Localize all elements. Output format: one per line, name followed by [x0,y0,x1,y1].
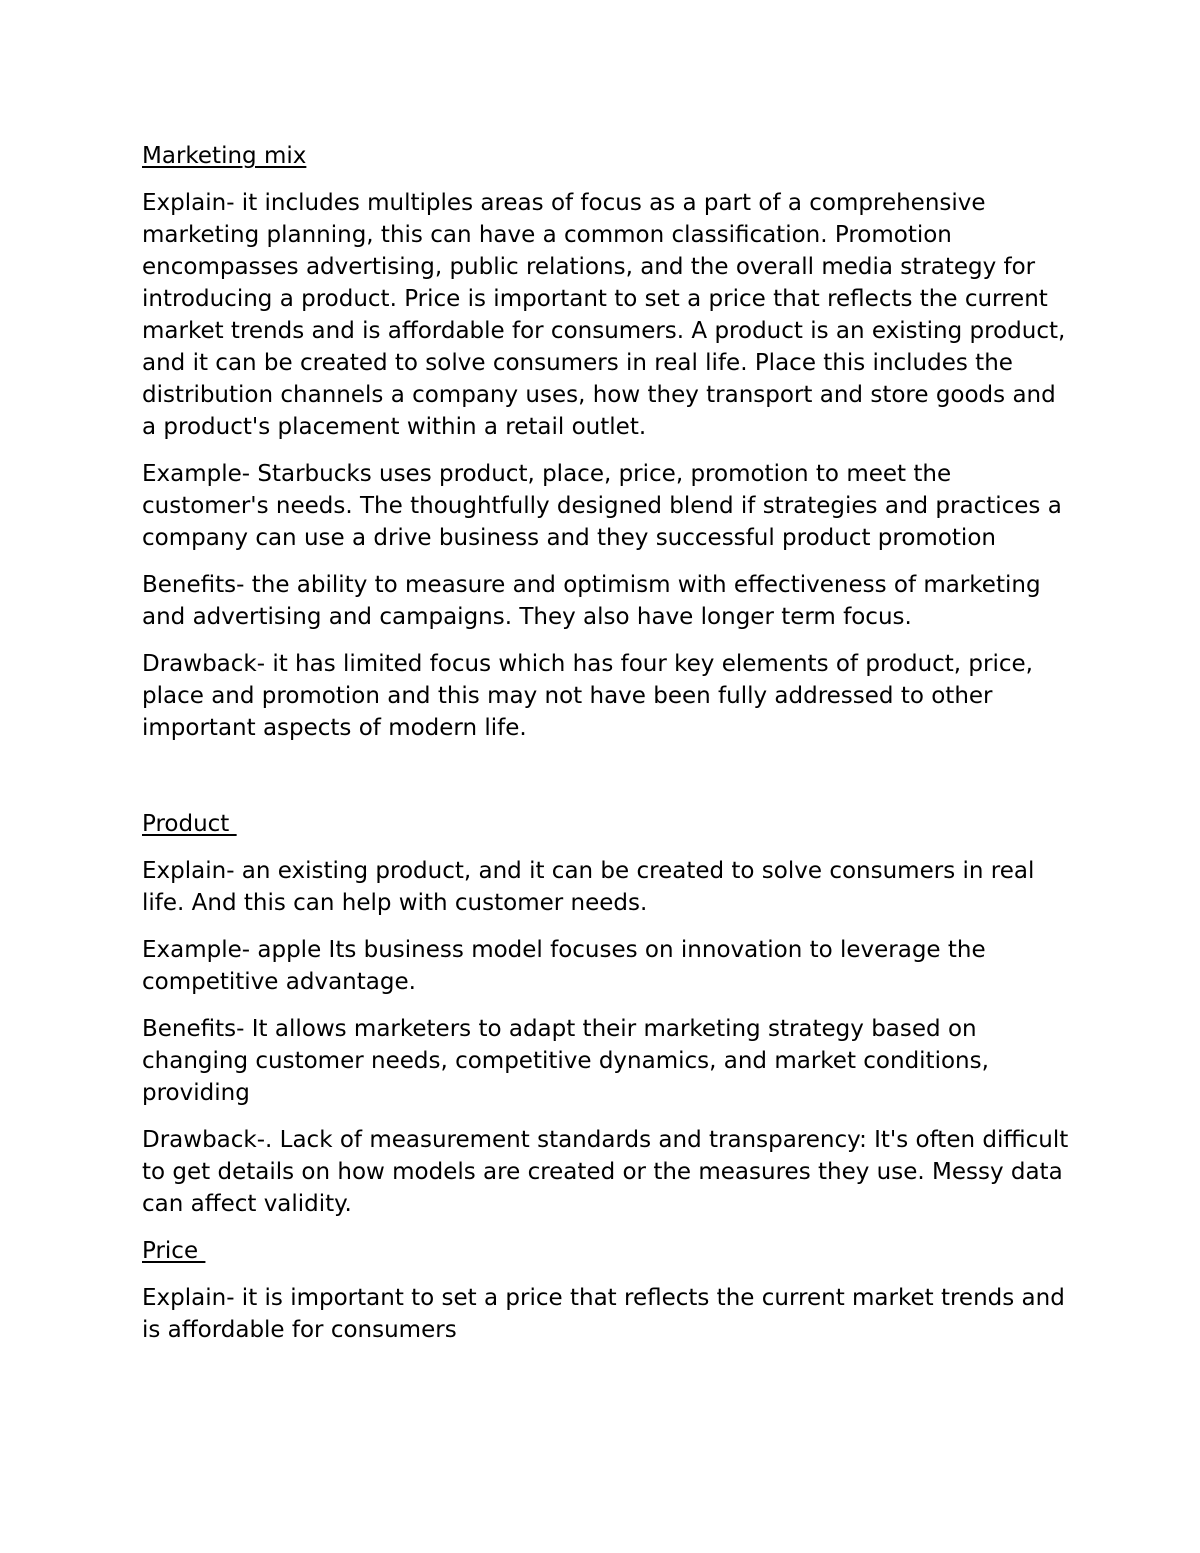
paragraph-drawback: Drawback- it has limited focus which has four key elements of product, price, place and promotion and this may not have been fully addressed to other important aspects of modern life. [142,651,1033,741]
paragraph-example: Example- apple Its business model focuses on innovation to leverage the competitive advantage. [142,937,986,995]
section-heading: Marketing mix [142,143,307,169]
section-heading: Price [142,1238,206,1264]
section-spacer [142,759,1072,808]
paragraph-explain: Explain- an existing product, and it can be created to solve consumers in real life. And this can help with customer needs. [142,858,1035,916]
section-heading: Product [142,811,237,837]
section-marketing-mix [142,140,1072,744]
section-price [142,1235,1072,1346]
document-page [142,140,1072,1361]
paragraph-explain: Explain- it is important to set a price that reflects the current market trends and is affordable for consumers [142,1285,1065,1343]
section-product [142,808,1072,1220]
paragraph-benefits: Benefits- the ability to measure and optimism with effectiveness of marketing and advertising and campaigns. They also have longer term focus. [142,572,1041,630]
paragraph-explain: Explain- it includes multiples areas of focus as a part of a comprehensive marketing planning, this can have a common classification. Promotion encompasses advertising, public relations, and the overall media strategy for introducing a product. Price is important to set a price that reflects the current market trends and is affordable for consumers. A product is an existing product, and it can be created to solve consumers in real life. Place this includes the distribution channels a company uses, how they transport and store goods and a product's placement within a retail outlet. [142,190,1066,440]
paragraph-example: Example- Starbucks uses product, place, price, promotion to meet the customer's needs. The thoughtfully designed blend if strategies and practices a company can use a drive business and they successful product promotion [142,461,1062,551]
paragraph-benefits: Benefits- It allows marketers to adapt their marketing strategy based on changing customer needs, competitive dynamics, and market conditions, providing [142,1016,989,1106]
paragraph-drawback: Drawback-. Lack of measurement standards and transparency: It's often difficult to get details on how models are created or the measures they use. Messy data can affect validity. [142,1127,1069,1217]
